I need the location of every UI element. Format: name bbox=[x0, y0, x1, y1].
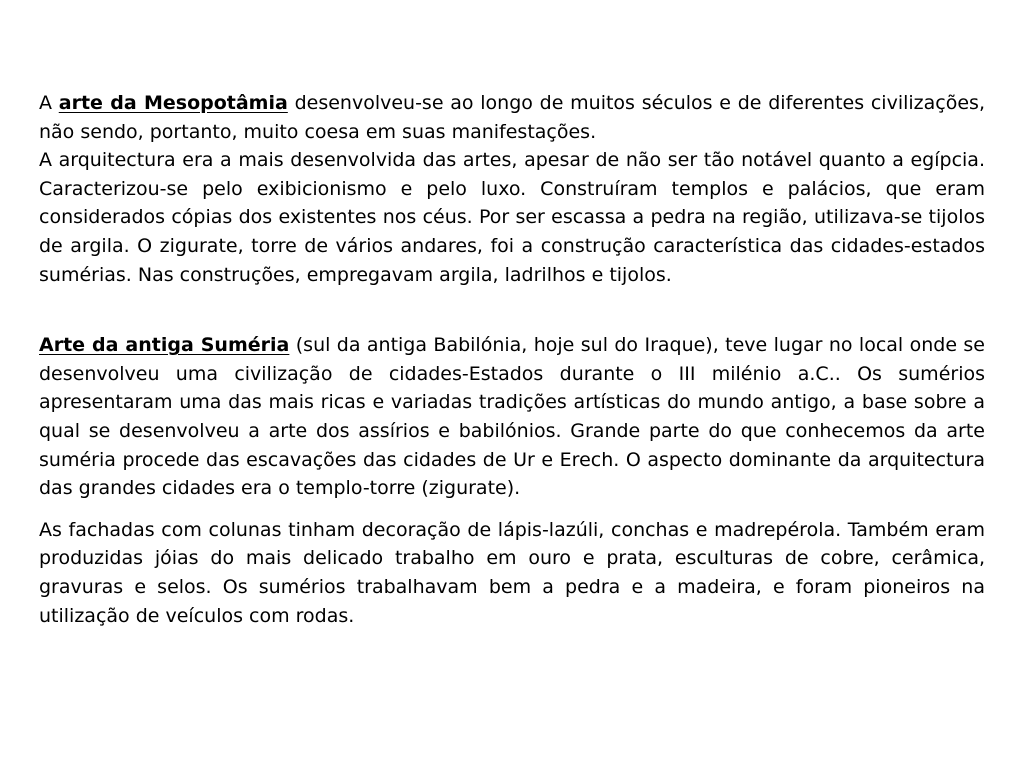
paragraph-sumeria bbox=[39, 331, 985, 503]
text-rest: (sul da antiga Babilónia, hoje sul do Iraque), teve lugar no local onde se desenvolveu uma civilização de cidades-Estados durante o III milénio a.C.. Os sumérios apresentaram uma das mais ricas e variadas tradições artísticas do mundo antigo, a base sobre a qual se desenvolveu a arte dos assírios e babilónios. Grande parte do que conhecemos da arte suméria procede das escavações das cidades de Ur e Erech. O aspecto dominante da arquitectura das grandes cidades era o templo-torre (zigurate). bbox=[39, 334, 986, 500]
slide-content bbox=[39, 89, 985, 630]
heading-arte-da-antiga-sumeria: Arte da antiga Suméria bbox=[39, 334, 290, 357]
paragraph-fachadas: As fachadas com colunas tinham decoração de lápis-lazúli, conchas e madrepérola. Também eram produzidas jóias do mais delicado trabalho em ouro e prata, esculturas de cobre, cerâmica, gravuras e selos. Os sumérios trabalhavam bem a pedra e a madeira, e foram pioneiros na utilização de veículos com rodas. bbox=[39, 518, 985, 627]
paragraph-spacer bbox=[39, 503, 985, 516]
paragraph-mesopotamia-architecture: A arquitectura era a mais desenvolvida das artes, apesar de não ser tão notável quanto a egípcia. Caracterizou-se pelo exibicionismo e pelo luxo. Construíram templos e palácios, que eram considerados cópias dos existentes nos céus. Por ser escassa a pedra na região, utilizava-se tijolos de argila. O zigurate, torre de vários andares, foi a construção característica das cidades-estados sumérias. Nas construções, empregavam argila, ladrilhos e tijolos. bbox=[39, 149, 985, 286]
paragraph-spacer bbox=[39, 289, 985, 331]
paragraph-mesopotamia-intro bbox=[39, 89, 985, 146]
text-rest: desenvolveu-se ao longo de muitos séculos e de diferentes civilizações, não sendo, portanto, muito coesa em suas manifestações. bbox=[39, 92, 985, 143]
heading-arte-da-mesopotamia: arte da Mesopotâmia bbox=[58, 92, 288, 114]
text-lead: A bbox=[39, 92, 59, 114]
